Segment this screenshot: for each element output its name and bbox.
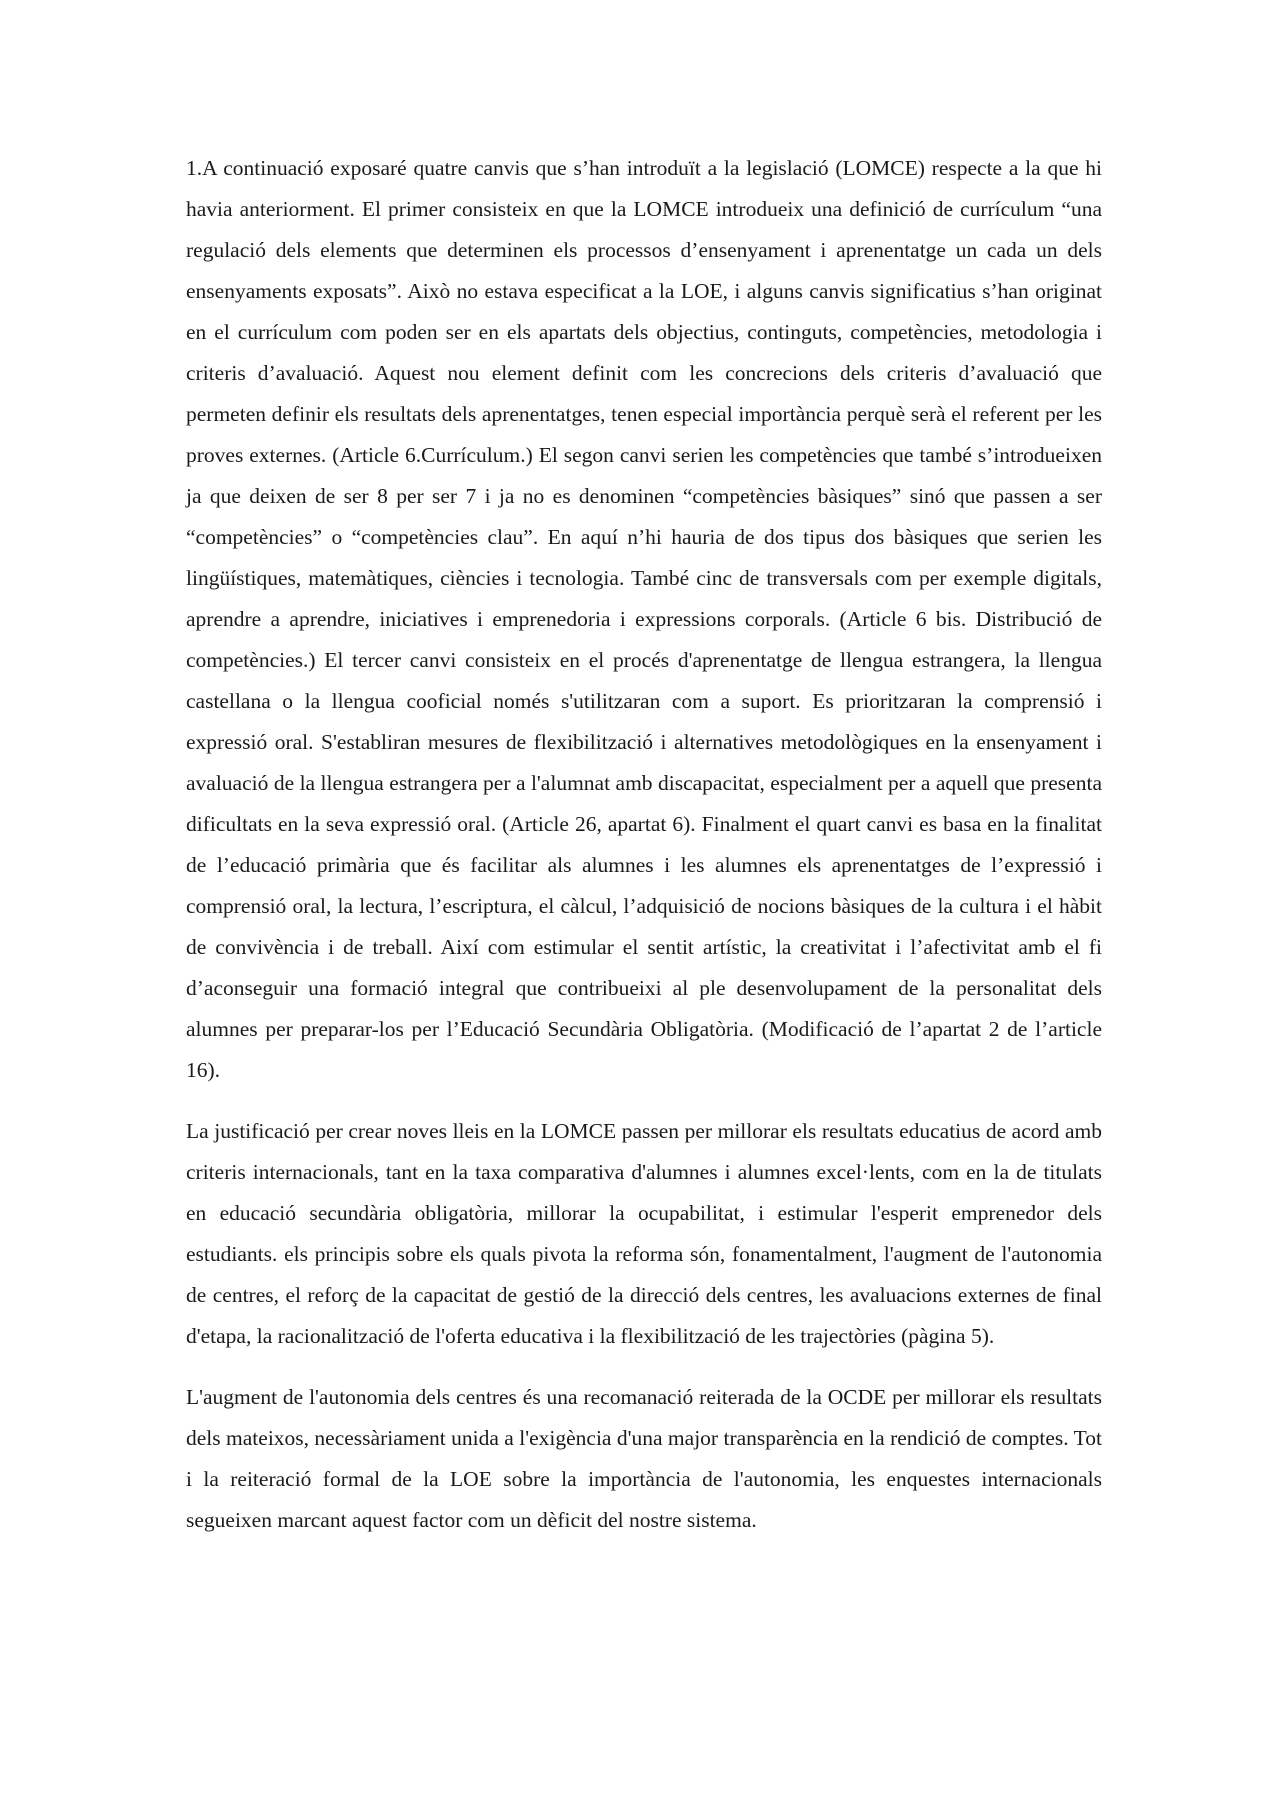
paragraph-changes: 1.A continuació exposaré quatre canvis que s’han introduït a la legislació (LOMCE) respecte a la que hi havia anteriorment. El primer consisteix en que la LOMCE introdueix una definició de currículum “una regulació dels elements que determinen els processos d’ensenyament i aprenentatge un cada un dels ensenyaments exposats”. Això no estava especificat a la LOE, i alguns canvis significatius s’han originat en el currículum com poden ser en els apartats dels objectius, continguts, competències, metodologia i criteris d’avaluació. Aquest nou element definit com les concrecions dels criteris d’avaluació que permeten definir els resultats dels aprenentatges, tenen especial importància perquè serà el referent per les proves externes. (Article 6.Currículum.) El segon canvi serien les competències que també s’introdueixen ja que deixen de ser 8 per ser 7 i ja no es denominen “competències bàsiques” sinó que passen a ser “competències” o “competències clau”. En aquí n’hi hauria de dos tipus dos bàsiques que serien les lingüístiques, matemàtiques, ciències i tecnologia. També cinc de transversals com per exemple digitals, aprendre a aprendre, iniciatives i emprenedoria i expressions corporals. (Article 6 bis. Distribució de competències.) El tercer canvi consisteix en el procés d'aprenentatge de llengua estrangera, la llengua castellana o la llengua cooficial només s'utilitzaran com a suport. Es prioritzaran la comprensió i expressió oral. S'establiran mesures de flexibilització i alternatives metodològiques en la ensenyament i avaluació de la llengua estrangera per a l'alumnat amb discapacitat, especialment per a aquell que presenta dificultats en la seva expressió oral. (Article 26, apartat 6). Finalment el quart canvi es basa en la finalitat de l’educació primària que és facilitar als alumnes i les alumnes els aprenentatges de l’expressió i comprensió oral, la lectura, l’escriptura, el càlcul, l’adquisició de nocions bàsiques de la cultura i el hàbit de convivència i de treball. Així com estimular el sentit artístic, la creativitat i l’afectivitat amb el fi d’aconseguir una formació integral que contribueixi al ple desenvolupament de la personalitat dels alumnes per preparar-los per l’Educació Secundària Obligatòria. (Modificació de l’apartat 2 de l’article 16). [186,156,1102,1082]
document-body [186,148,1102,1561]
paragraph-justification: La justificació per crear noves lleis en la LOMCE passen per millorar els resultats educatius de acord amb criteris internacionals, tant en la taxa comparativa d'alumnes i alumnes excel·lents, com en la de titulats en educació secundària obligatòria, millorar la ocupabilitat, i estimular l'esperit emprenedor dels estudiants. els principis sobre els quals pivota la reforma són, fonamentalment, l'augment de l'autonomia de centres, el reforç de la capacitat de gestió de la direcció dels centres, les avaluacions externes de final d'etapa, la racionalització de l'oferta educativa i la flexibilització de les trajectòries (pàgina 5). [186,1119,1102,1348]
paragraph-autonomy: L'augment de l'autonomia dels centres és una recomanació reiterada de la OCDE per millorar els resultats dels mateixos, necessàriament unida a l'exigència d'una major transparència en la rendició de comptes. Tot i la reiteració formal de la LOE sobre la importància de l'autonomia, les enquestes internacionals segueixen marcant aquest factor com un dèficit del nostre sistema. [186,1385,1102,1532]
